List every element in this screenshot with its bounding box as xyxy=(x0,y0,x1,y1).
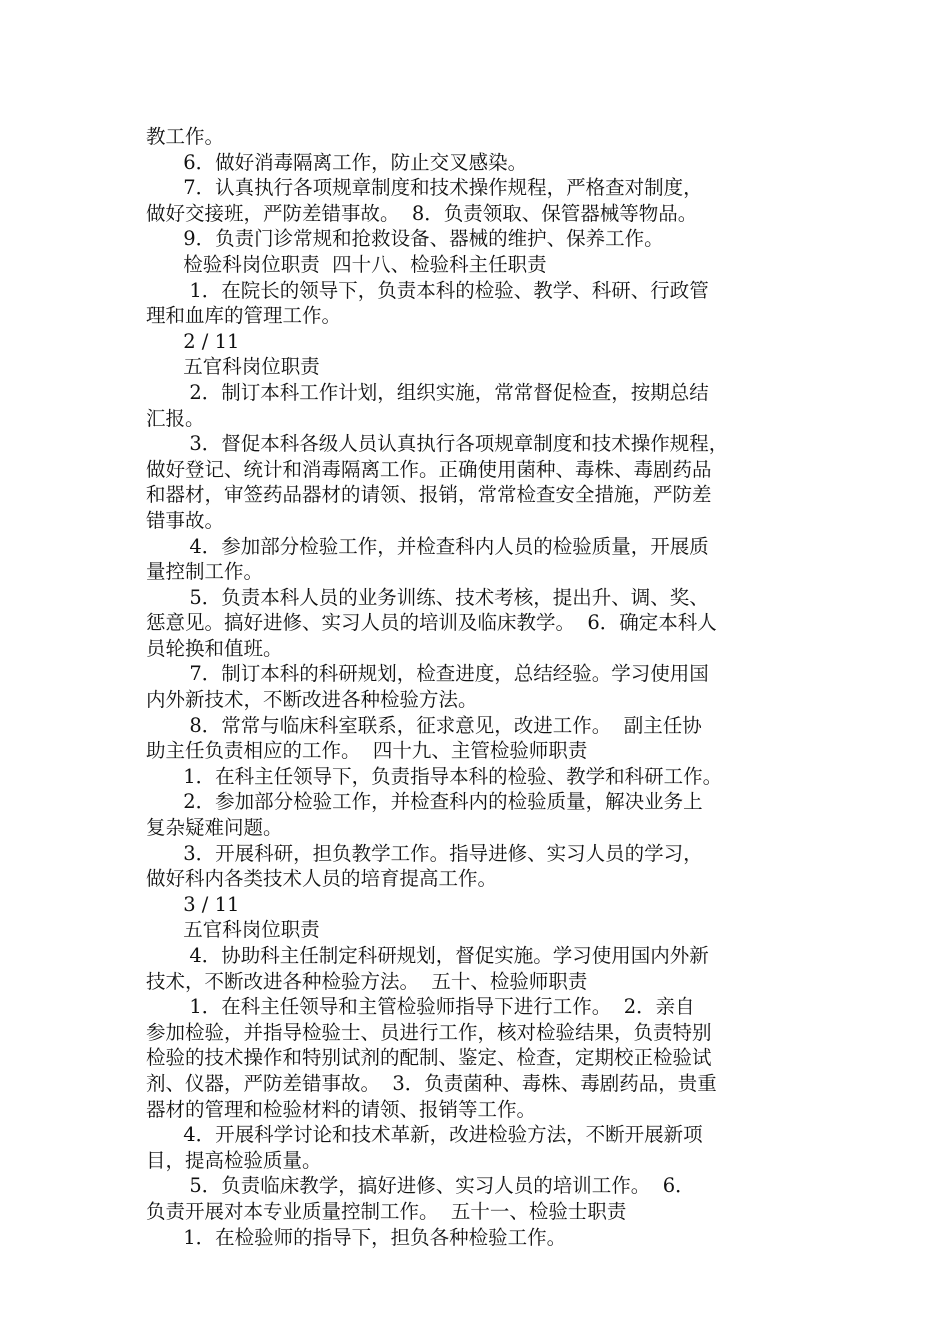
text-line: 7．制订本科的科研规划，检查进度，总结经验。学习使用国 xyxy=(146,662,709,686)
text-line: 量控制工作。 xyxy=(146,560,264,584)
text-line: 助主任负责相应的工作。 四十九、主管检验师职责 xyxy=(146,739,588,763)
text-line: 4．协助科主任制定科研规划，督促实施。学习使用国内外新 xyxy=(146,944,709,967)
section-heading: 检验科岗位职责 四十八、检验科主任职责 xyxy=(146,252,547,276)
text-line: 做好登记、统计和消毒隔离工作。正确使用菌种、毒株、毒剧药品 xyxy=(146,457,712,481)
text-line: 4．参加部分检验工作，并检查科内人员的检验质量，开展质 xyxy=(146,534,709,558)
text-line: 7．认真执行各项规章制度和技术操作规程，严格查对制度， xyxy=(146,176,703,200)
text-line: 和器材，审签药品器材的请领、报销，常常检查安全措施，严防差 xyxy=(146,483,712,507)
running-header: 五官科岗位职责 xyxy=(146,355,320,379)
text-line: 5．负责临床教学，搞好进修、实习人员的培训工作。 6． xyxy=(146,1174,695,1198)
text-line: 错事故。 xyxy=(146,508,225,532)
text-line: 1．在科主任领导和主管检验师指导下进行工作。 2．亲自 xyxy=(146,995,695,1019)
text-line: 4．开展科学讨论和技术革新，改进检验方法，不断开展新项 xyxy=(146,1123,703,1147)
text-line: 参加检验，并指导检验士、员进行工作，核对检验结果，负责特别 xyxy=(146,1020,712,1044)
text-line: 3．开展科研，担负教学工作。指导进修、实习人员的学习， xyxy=(146,841,703,865)
text-line: 2．参加部分检验工作，并检查科内的检验质量，解决业务上 xyxy=(146,790,703,814)
text-line: 检验的技术操作和特别试剂的配制、鉴定、检查，定期校正检验试 xyxy=(146,1046,712,1070)
text-line: 员轮换和值班。 xyxy=(146,636,283,660)
text-line: 5．负责本科人员的业务训练、技术考核，提出升、调、奖、 xyxy=(146,585,709,609)
text-line: 1．在院长的领导下，负责本科的检验、教学、科研、行政管 xyxy=(146,278,709,302)
running-header: 五官科岗位职责 xyxy=(146,918,320,942)
text-line: 负责开展对本专业质量控制工作。 五十一、检验士职责 xyxy=(146,1199,627,1223)
page-number: 3 / 11 xyxy=(146,892,240,916)
text-line: 剂、仪器，严防差错事故。 3．负责菌种、毒株、毒剧药品，贵重 xyxy=(146,1071,717,1095)
text-line: 做好科内各类技术人员的培育提高工作。 xyxy=(146,867,498,891)
document-body xyxy=(146,124,816,1250)
text-line: 复杂疑难问题。 xyxy=(146,816,283,840)
text-line: 9．负责门诊常规和抢救设备、器械的维护、保养工作。 xyxy=(146,227,664,251)
text-line: 1．在检验师的指导下，担负各种检验工作。 xyxy=(146,1225,567,1249)
text-line: 惩意见。搞好进修、实习人员的培训及临床教学。 6．确定本科人 xyxy=(146,611,717,635)
page-number: 2 / 11 xyxy=(146,329,240,353)
text-line: 内外新技术，不断改进各种检验方法。 xyxy=(146,688,478,712)
text-line: 2．制订本科工作计划，组织实施，常常督促检查，按期总结 xyxy=(146,380,709,404)
text-line: 汇报。 xyxy=(146,406,205,430)
text-line: 做好交接班，严防差错事故。 8．负责领取、保管器械等物品。 xyxy=(146,201,698,225)
text-line: 6．做好消毒隔离工作，防止交叉感染。 xyxy=(146,150,528,174)
text-line: 目，提高检验质量。 xyxy=(146,1148,322,1172)
text-line: 器材的管理和检验材料的请领、报销等工作。 xyxy=(146,1097,537,1121)
text-line: 3．督促本科各级人员认真执行各项规章制度和技术操作规程， xyxy=(146,432,729,456)
text-line: 教工作。 xyxy=(146,125,225,148)
text-line: 技术，不断改进各种检验方法。 五十、检验师职责 xyxy=(146,969,588,993)
text-line: 8．常常与临床科室联系，征求意见，改进工作。 副主任协 xyxy=(146,713,702,737)
text-line: 1．在科主任领导下，负责指导本科的检验、教学和科研工作。 xyxy=(146,764,723,788)
text-line: 理和血库的管理工作。 xyxy=(146,304,342,328)
